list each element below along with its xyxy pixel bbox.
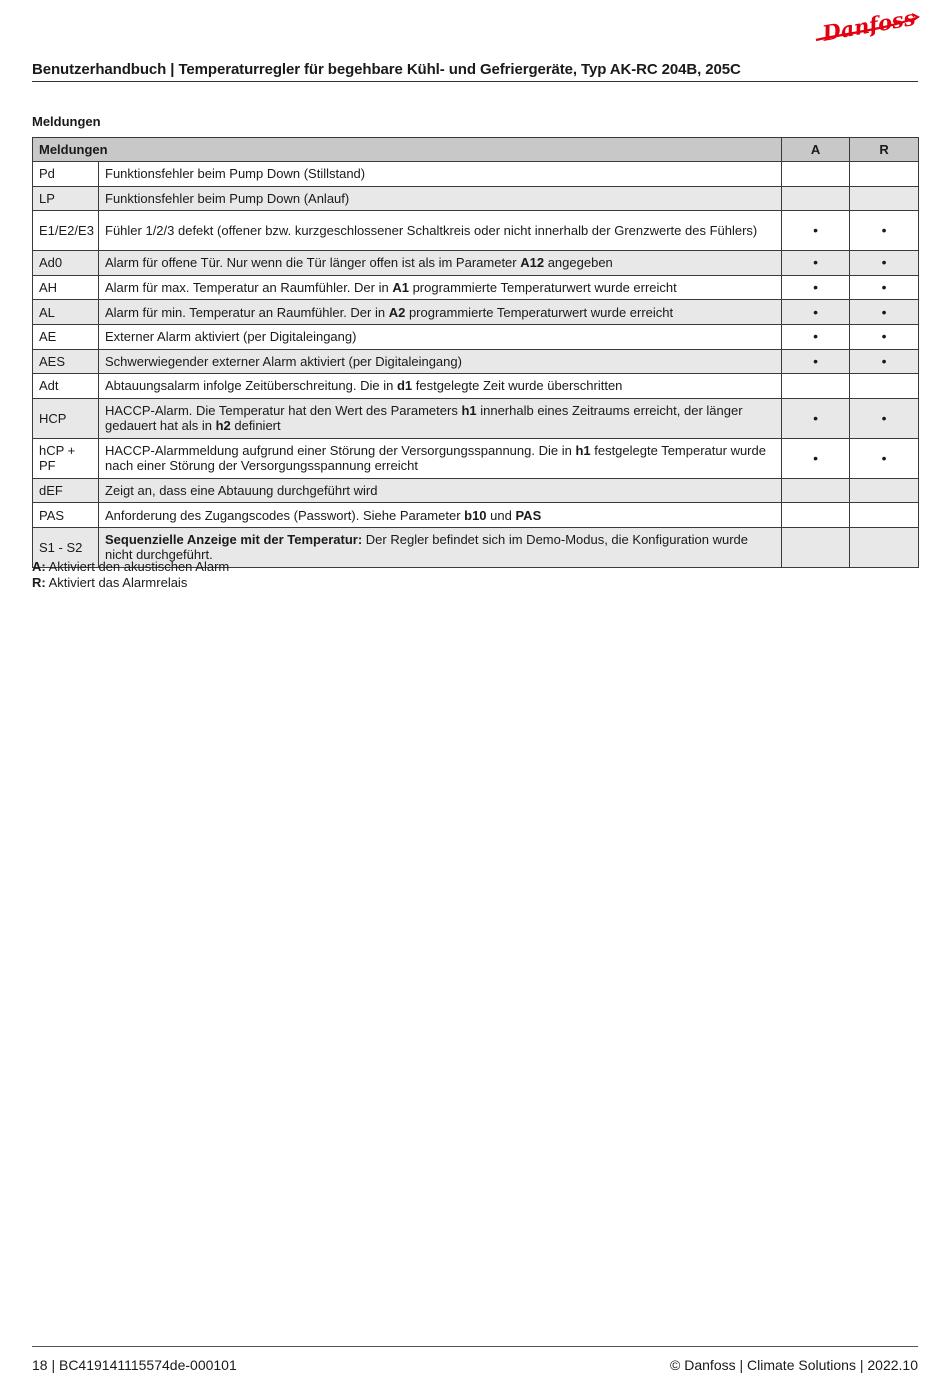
legend-item-r: R: Aktiviert das Alarmrelais	[32, 575, 188, 590]
message-code: S1 - S2	[33, 527, 99, 567]
alarm-relay-mark	[850, 374, 919, 399]
message-description: HACCP-Alarmmeldung aufgrund einer Störung der Versorgungsspannung. Die in h1 festgelegte Temperatur wurde nach einer Störung der Versorgungsspannung erreicht	[99, 438, 782, 478]
table-row	[33, 324, 919, 349]
document-header-title: Benutzerhandbuch | Temperaturregler für begehbare Kühl- und Gefriergeräte, Typ AK-RC 204B, 205C	[32, 61, 741, 78]
acoustic-alarm-mark: •	[782, 438, 850, 478]
message-description: Fühler 1/2/3 defekt (offener bzw. kurzgeschlossener Schaltkreis oder nicht innerhalb der Grenzwerte des Fühlers)	[99, 211, 782, 251]
message-description: Externer Alarm aktiviert (per Digitaleingang)	[99, 324, 782, 349]
alarm-relay-mark: •	[850, 251, 919, 276]
message-code: hCP + PF	[33, 438, 99, 478]
message-code: dEF	[33, 478, 99, 503]
acoustic-alarm-mark: •	[782, 211, 850, 251]
table-row	[33, 186, 919, 211]
message-description: Alarm für min. Temperatur an Raumfühler. Der in A2 programmierte Temperaturwert wurde erreicht	[99, 300, 782, 325]
message-description: Schwerwiegender externer Alarm aktiviert (per Digitaleingang)	[99, 349, 782, 374]
table-row	[33, 162, 919, 187]
alarm-relay-mark: •	[850, 275, 919, 300]
table-row	[33, 438, 919, 478]
legend-item-a: A: Aktiviert den akustischen Alarm	[32, 559, 230, 574]
message-description: HACCP-Alarm. Die Temperatur hat den Wert des Parameters h1 innerhalb eines Zeitraums erreicht, der länger gedauert hat als in h2 definiert	[99, 398, 782, 438]
message-code: AL	[33, 300, 99, 325]
message-code: LP	[33, 186, 99, 211]
message-code: Ad0	[33, 251, 99, 276]
messages-table	[32, 137, 919, 568]
acoustic-alarm-mark: •	[782, 349, 850, 374]
danfoss-logo	[812, 4, 920, 48]
message-code: E1/E2/E3	[33, 211, 99, 251]
message-code: PAS	[33, 503, 99, 528]
footer-copyright: © Danfoss | Climate Solutions | 2022.10	[670, 1357, 918, 1373]
header-meldungen: Meldungen	[33, 138, 782, 162]
header-a: A	[782, 138, 850, 162]
message-description: Funktionsfehler beim Pump Down (Stillstand)	[99, 162, 782, 187]
table-row	[33, 398, 919, 438]
message-description: Alarm für max. Temperatur an Raumfühler. Der in A1 programmierte Temperaturwert wurde erreicht	[99, 275, 782, 300]
alarm-relay-mark	[850, 527, 919, 567]
message-code: HCP	[33, 398, 99, 438]
alarm-relay-mark: •	[850, 300, 919, 325]
message-code: Pd	[33, 162, 99, 187]
message-description: Anforderung des Zugangscodes (Passwort). Siehe Parameter b10 und PAS	[99, 503, 782, 528]
section-title: Meldungen	[32, 114, 101, 129]
svg-text:Danfoss: Danfoss	[820, 4, 918, 46]
table-header-row	[33, 138, 919, 162]
alarm-relay-mark: •	[850, 349, 919, 374]
message-description: Funktionsfehler beim Pump Down (Anlauf)	[99, 186, 782, 211]
acoustic-alarm-mark: •	[782, 300, 850, 325]
message-description: Abtauungsalarm infolge Zeitüberschreitung. Die in d1 festgelegte Zeit wurde überschritten	[99, 374, 782, 399]
table-row	[33, 211, 919, 251]
table-row	[33, 300, 919, 325]
alarm-relay-mark	[850, 162, 919, 187]
footer-divider	[32, 1346, 918, 1347]
acoustic-alarm-mark	[782, 186, 850, 211]
acoustic-alarm-mark: •	[782, 275, 850, 300]
message-description: Alarm für offene Tür. Nur wenn die Tür länger offen ist als im Parameter A12 angegeben	[99, 251, 782, 276]
acoustic-alarm-mark	[782, 478, 850, 503]
alarm-relay-mark	[850, 478, 919, 503]
message-code: AH	[33, 275, 99, 300]
header-r: R	[850, 138, 919, 162]
message-code: AE	[33, 324, 99, 349]
table-row	[33, 251, 919, 276]
message-code: Adt	[33, 374, 99, 399]
alarm-relay-mark: •	[850, 211, 919, 251]
acoustic-alarm-mark: •	[782, 324, 850, 349]
message-code: AES	[33, 349, 99, 374]
table-row	[33, 275, 919, 300]
acoustic-alarm-mark	[782, 162, 850, 187]
table-row	[33, 349, 919, 374]
message-description: Sequenzielle Anzeige mit der Temperatur: Der Regler befindet sich im Demo-Modus, die Konfiguration wurde nicht durchgeführt.	[99, 527, 782, 567]
acoustic-alarm-mark	[782, 374, 850, 399]
alarm-relay-mark	[850, 503, 919, 528]
acoustic-alarm-mark	[782, 527, 850, 567]
alarm-relay-mark: •	[850, 398, 919, 438]
table-row	[33, 374, 919, 399]
table-row	[33, 478, 919, 503]
acoustic-alarm-mark: •	[782, 398, 850, 438]
alarm-relay-mark: •	[850, 438, 919, 478]
footer-page-reference: 18 | BC419141115574de-000101	[32, 1357, 237, 1373]
message-description: Zeigt an, dass eine Abtauung durchgeführt wird	[99, 478, 782, 503]
alarm-relay-mark: •	[850, 324, 919, 349]
table-row	[33, 503, 919, 528]
alarm-relay-mark	[850, 186, 919, 211]
legend	[32, 559, 229, 591]
acoustic-alarm-mark	[782, 503, 850, 528]
acoustic-alarm-mark: •	[782, 251, 850, 276]
header-divider	[32, 81, 918, 82]
